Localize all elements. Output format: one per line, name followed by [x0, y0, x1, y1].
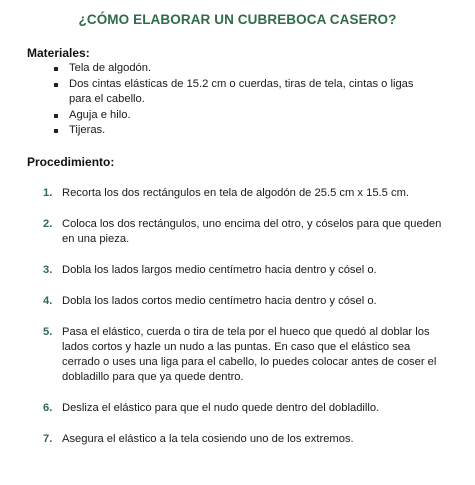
bullet-icon [54, 83, 58, 87]
materials-list [52, 61, 432, 139]
step-item [40, 217, 450, 247]
material-text: Tela de algodón. [69, 62, 152, 74]
procedure-steps [40, 186, 450, 463]
step-item [40, 186, 450, 201]
step-number: 3. [43, 264, 53, 276]
step-text: Recorta los dos rectángulos en tela de algodón de 25.5 cm x 15.5 cm. [62, 187, 410, 199]
materials-heading: Materiales: [27, 46, 90, 60]
step-text: Asegura el elástico a la tela cosiendo uno de los extremos. [62, 433, 354, 445]
material-text: Tijeras. [69, 124, 106, 136]
step-item [40, 294, 450, 309]
list-item [52, 123, 432, 139]
step-number: 6. [43, 402, 53, 414]
list-item [52, 77, 432, 108]
step-number: 4. [43, 295, 53, 307]
step-text: Desliza el elástico para que el nudo quede dentro del dobladillo. [62, 402, 380, 414]
step-text: Dobla los lados largos medio centímetro hacia dentro y cósel o. [62, 264, 377, 276]
bullet-icon [54, 114, 58, 118]
bullet-icon [54, 129, 58, 133]
procedure-heading: Procedimiento: [27, 155, 115, 169]
material-text: Dos cintas elásticas de 15.2 cm o cuerdas, tiras de tela, cintas o ligas para el cabello. [69, 77, 414, 105]
step-item [40, 325, 450, 385]
step-text: Pasa el elástico, cuerda o tira de tela por el hueco que quedó al doblar los lados cortos y hazle un nudo a las puntas. En caso que el elástico sea cerrado o uses una liga para el cabello, lo puedes colocar antes de coser el dobladillo para que ya quede dentro. [62, 326, 437, 383]
step-number: 2. [43, 218, 53, 230]
step-number: 1. [43, 187, 53, 199]
step-text: Coloca los dos rectángulos, uno encima del otro, y cóselos para que queden en una pieza. [62, 218, 442, 245]
page-title: ¿CÓMO ELABORAR UN CUBREBOCA CASERO? [78, 12, 397, 27]
list-item [52, 61, 432, 77]
material-text: Aguja e hilo. [69, 108, 131, 121]
step-text: Dobla los lados cortos medio centímetro hacia dentro y cósel o. [62, 295, 377, 307]
list-item [52, 108, 432, 124]
step-item [40, 263, 450, 278]
step-number: 5. [43, 326, 53, 338]
bullet-icon [54, 67, 58, 71]
step-item [40, 401, 450, 416]
step-number: 7. [43, 433, 53, 445]
step-item [40, 432, 450, 447]
